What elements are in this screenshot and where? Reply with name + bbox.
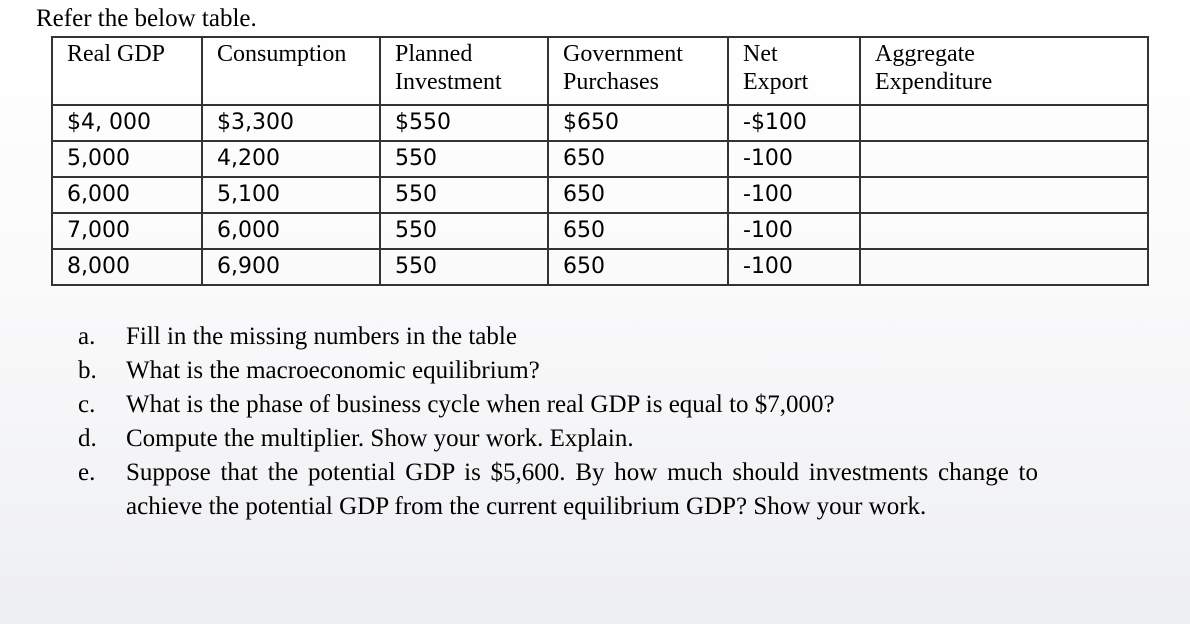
- table-row: [52, 105, 1148, 141]
- question-text: What is the phase of business cycle when real GDP is equal to $7,000?: [126, 391, 835, 418]
- cell-consumption: 4,200: [202, 141, 380, 177]
- cell-aggregate-expenditure: [860, 177, 1148, 213]
- cell-planned-investment: 550: [380, 177, 548, 213]
- question-marker: d.: [78, 425, 97, 452]
- question-item: [78, 320, 1038, 354]
- header-government-purchases: Government Purchases: [548, 37, 728, 105]
- cell-government-purchases: 650: [548, 249, 728, 285]
- cell-consumption: $3,300: [202, 105, 380, 141]
- header-real-gdp: Real GDP: [52, 37, 202, 105]
- cell-government-purchases: 650: [548, 177, 728, 213]
- header-net-export: Net Export: [728, 37, 860, 105]
- cell-net-export: -$100: [728, 105, 860, 141]
- intro-text: Refer the below table.: [36, 5, 257, 32]
- cell-aggregate-expenditure: [860, 249, 1148, 285]
- cell-consumption: 5,100: [202, 177, 380, 213]
- question-marker: a.: [78, 323, 96, 350]
- cell-planned-investment: 550: [380, 249, 548, 285]
- cell-real-gdp: 8,000: [52, 249, 202, 285]
- gdp-table: [51, 36, 1149, 286]
- cell-government-purchases: 650: [548, 213, 728, 249]
- question-list: [78, 320, 1038, 524]
- table-header-row: [52, 37, 1148, 105]
- header-aggregate-expenditure: Aggregate Expenditure: [860, 37, 1148, 105]
- cell-real-gdp: 5,000: [52, 141, 202, 177]
- cell-consumption: 6,000: [202, 213, 380, 249]
- question-item: [78, 456, 1038, 524]
- question-text: Suppose that the potential GDP is $5,600. By how much should investments change to achieve the potential GDP from the current equilibrium GDP? Show your work.: [126, 459, 1038, 520]
- cell-net-export: -100: [728, 249, 860, 285]
- header-planned-investment: Planned Investment: [380, 37, 548, 105]
- cell-real-gdp: 6,000: [52, 177, 202, 213]
- table-row: [52, 213, 1148, 249]
- question-text: Compute the multiplier. Show your work. Explain.: [126, 425, 634, 452]
- cell-aggregate-expenditure: [860, 213, 1148, 249]
- table-row: [52, 177, 1148, 213]
- table-row: [52, 249, 1148, 285]
- cell-net-export: -100: [728, 177, 860, 213]
- cell-net-export: -100: [728, 213, 860, 249]
- question-item: [78, 354, 1038, 388]
- question-text: What is the macroeconomic equilibrium?: [126, 357, 540, 384]
- cell-planned-investment: 550: [380, 213, 548, 249]
- cell-government-purchases: 650: [548, 141, 728, 177]
- header-consumption: Consumption: [202, 37, 380, 105]
- question-marker: b.: [78, 357, 97, 384]
- question-item: [78, 388, 1038, 422]
- cell-net-export: -100: [728, 141, 860, 177]
- cell-planned-investment: $550: [380, 105, 548, 141]
- question-marker: e.: [78, 459, 96, 486]
- question-text: Fill in the missing numbers in the table: [126, 323, 517, 350]
- cell-real-gdp: $4, 000: [52, 105, 202, 141]
- question-marker: c.: [78, 391, 96, 418]
- table-row: [52, 141, 1148, 177]
- cell-real-gdp: 7,000: [52, 213, 202, 249]
- question-item: [78, 422, 1038, 456]
- cell-aggregate-expenditure: [860, 105, 1148, 141]
- cell-aggregate-expenditure: [860, 141, 1148, 177]
- cell-planned-investment: 550: [380, 141, 548, 177]
- cell-consumption: 6,900: [202, 249, 380, 285]
- cell-government-purchases: $650: [548, 105, 728, 141]
